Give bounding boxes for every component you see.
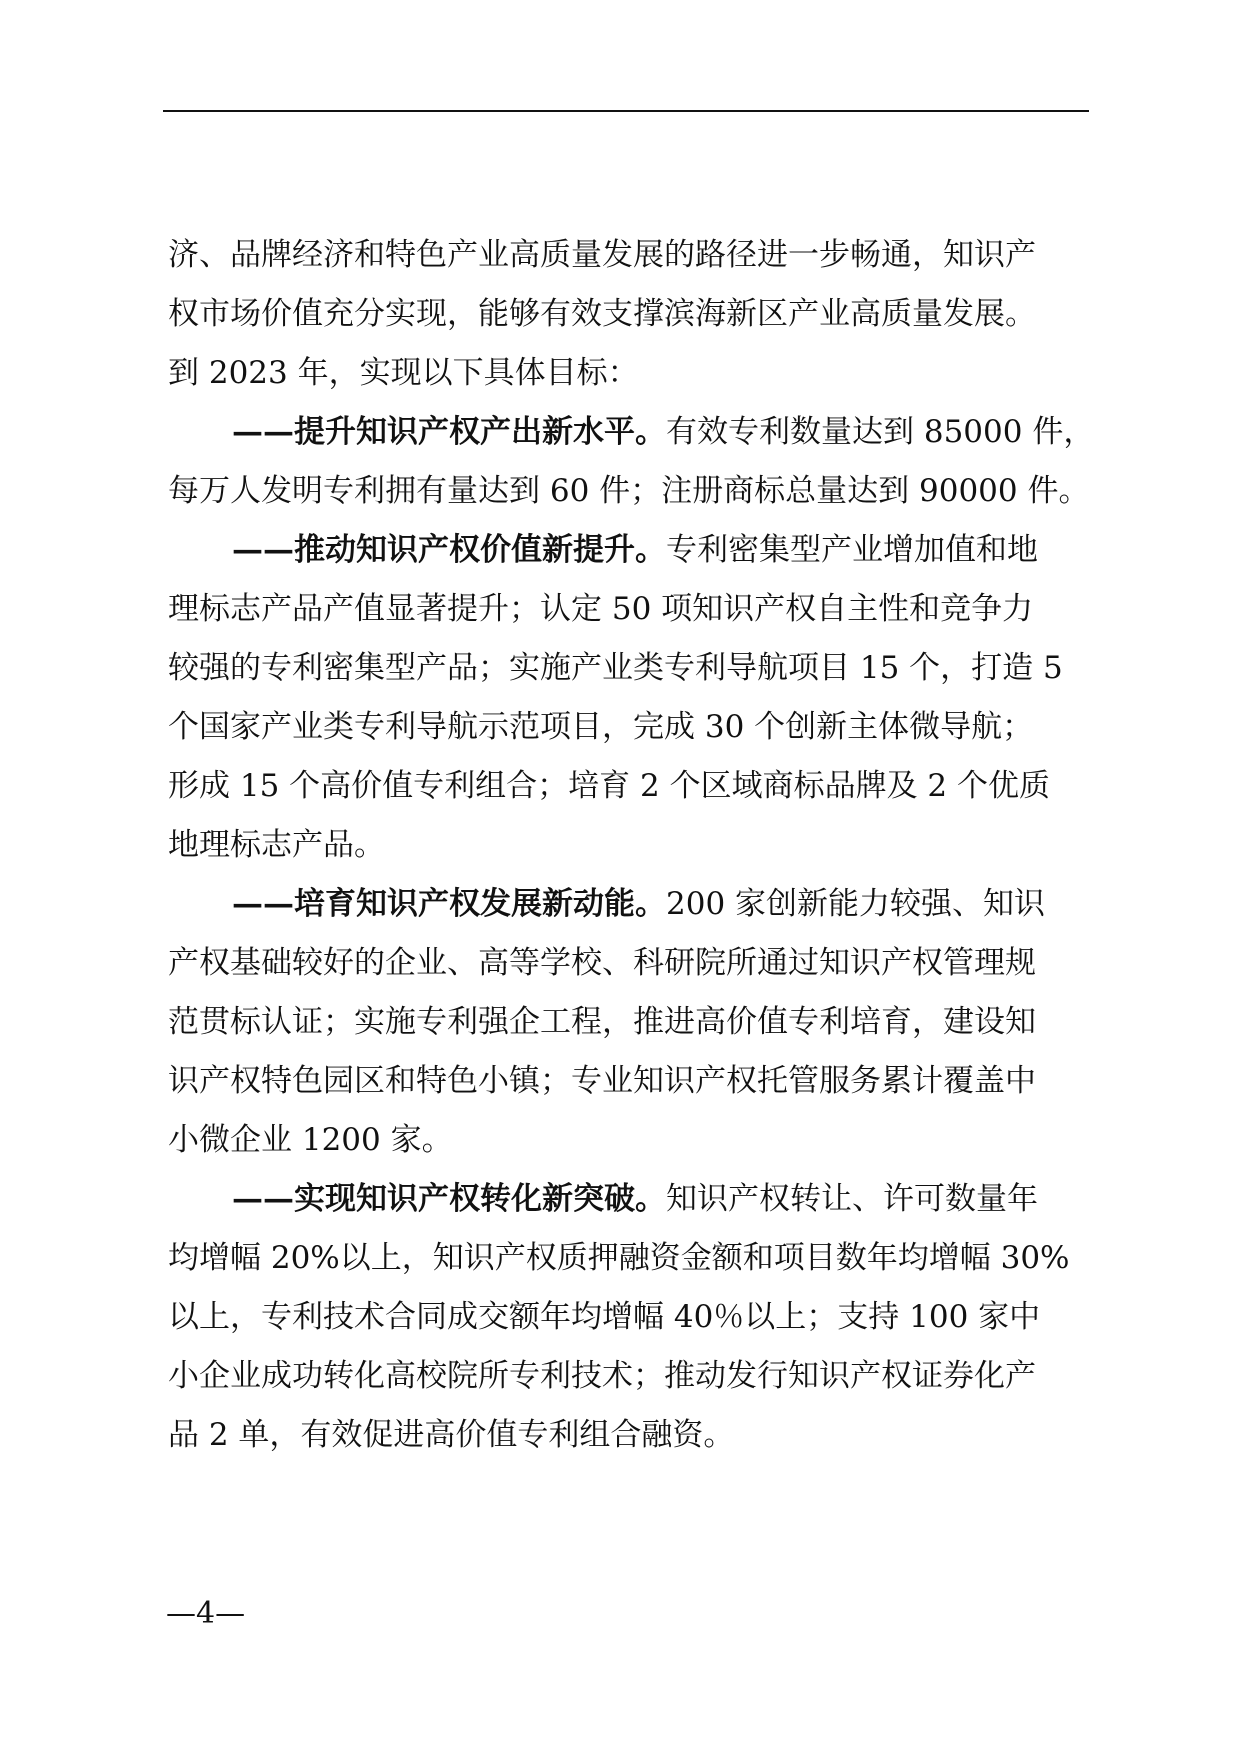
text-line: 理标志产品产值显著提升；认定 50 项知识产权自主性和竞争力 [168,591,1034,627]
text-line: 小企业成功转化高校院所专利技术；推动发行知识产权证券化产 [168,1358,1036,1394]
text-line: 每万人发明专利拥有量达到 60 件；注册商标总量达到 90000 件。 [168,473,1090,509]
paragraph-goal-momentum [168,875,1088,1170]
paragraph-intro [168,226,1088,403]
text-line: 产权基础较好的企业、高等学校、科研院所通过知识产权管理规 [168,945,1036,981]
text-line: 较强的专利密集型产品；实施产业类专利导航项目 15 个，打造 5 [168,650,1063,686]
page-number: —4— [166,1596,246,1631]
paragraph-first-line [168,403,1095,462]
text-line: 品 2 单，有效促进高价值专利组合融资。 [168,1417,735,1453]
text-line: 地理标志产品。 [168,827,385,863]
paragraph-goal-output [168,403,1095,521]
text-line: 个国家产业类专利导航示范项目，完成 30 个创新主体微导航； [168,709,1034,745]
paragraph-first-line [168,1170,1088,1229]
paragraph-goal-value [168,521,1088,875]
goal-heading: ——实现知识产权转化新突破。 [232,1181,666,1217]
goal-heading: ——培育知识产权发展新动能。 [232,886,666,922]
goal-heading: ——推动知识产权价值新提升。 [232,532,666,568]
text-segment: 知识产权转让、许可数量年 [666,1181,1038,1217]
text-line: 识产权特色园区和特色小镇；专业知识产权托管服务累计覆盖中 [168,1063,1036,1099]
text-line: 形成 15 个高价值专利组合；培育 2 个区域商标品牌及 2 个优质 [168,768,1051,804]
paragraph-first-line [168,521,1088,580]
text-segment: 有效专利数量达到 85000 件， [666,414,1095,450]
text-line: 范贯标认证；实施专利强企工程，推进高价值专利培育，建设知 [168,1004,1036,1040]
text-line: 济、品牌经济和特色产业高质量发展的路径进一步畅通，知识产 [168,237,1036,273]
text-line: 以上，专利技术合同成交额年均增幅 40％以上；支持 100 家中 [168,1299,1041,1335]
document-body [168,226,1095,1465]
text-line: 到 2023 年，实现以下具体目标： [168,355,639,391]
text-segment: 专利密集型产业增加值和地 [666,532,1038,568]
text-line: 均增幅 20%以上，知识产权质押融资金额和项目数年均增幅 30% [168,1240,1070,1276]
paragraph-goal-conversion [168,1170,1088,1465]
header-rule [163,110,1089,112]
text-segment: 200 家创新能力较强、知识 [666,886,1046,922]
paragraph-first-line [168,875,1088,934]
text-line: 小微企业 1200 家。 [168,1122,453,1158]
goal-heading: ——提升知识产权产出新水平。 [232,414,666,450]
text-line: 权市场价值充分实现，能够有效支撑滨海新区产业高质量发展。 [168,296,1036,332]
